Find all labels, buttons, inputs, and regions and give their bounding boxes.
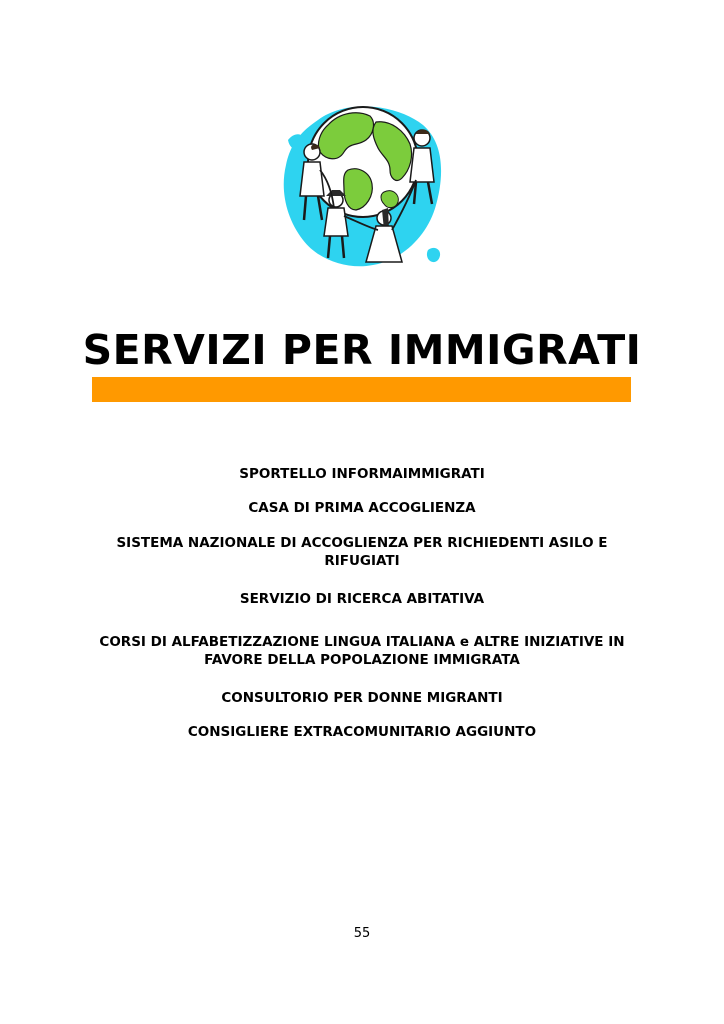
service-item-casa-accoglienza: CASA DI PRIMA ACCOGLIENZA <box>248 500 476 516</box>
title-underline-bar <box>92 377 631 402</box>
page-number: 55 <box>353 926 371 941</box>
service-item-sistema-nazionale: SISTEMA NAZIONALE DI ACCOGLIENZA PER RICHIEDENTI ASILO E RIFUGIATI <box>116 535 608 569</box>
service-item-corsi-alfabetizzazione: CORSI DI ALFABETIZZAZIONE LINGUA ITALIANA e ALTRE INIZIATIVE IN FAVORE DELLA POPOLAZIONE IMMIGRATA <box>99 634 625 668</box>
service-item-consigliere: CONSIGLIERE EXTRACOMUNITARIO AGGIUNTO <box>187 724 537 740</box>
service-item-ricerca-abitativa: SERVIZIO DI RICERCA ABITATIVA <box>239 591 485 607</box>
service-item-consultorio: CONSULTORIO PER DONNE MIGRANTI <box>221 690 503 706</box>
globe-with-people-holding-hands-icon <box>278 100 444 270</box>
page-title: SERVIZI PER IMMIGRATI <box>82 326 642 374</box>
service-item-sportello: SPORTELLO INFORMAIMMIGRATI <box>239 466 485 482</box>
